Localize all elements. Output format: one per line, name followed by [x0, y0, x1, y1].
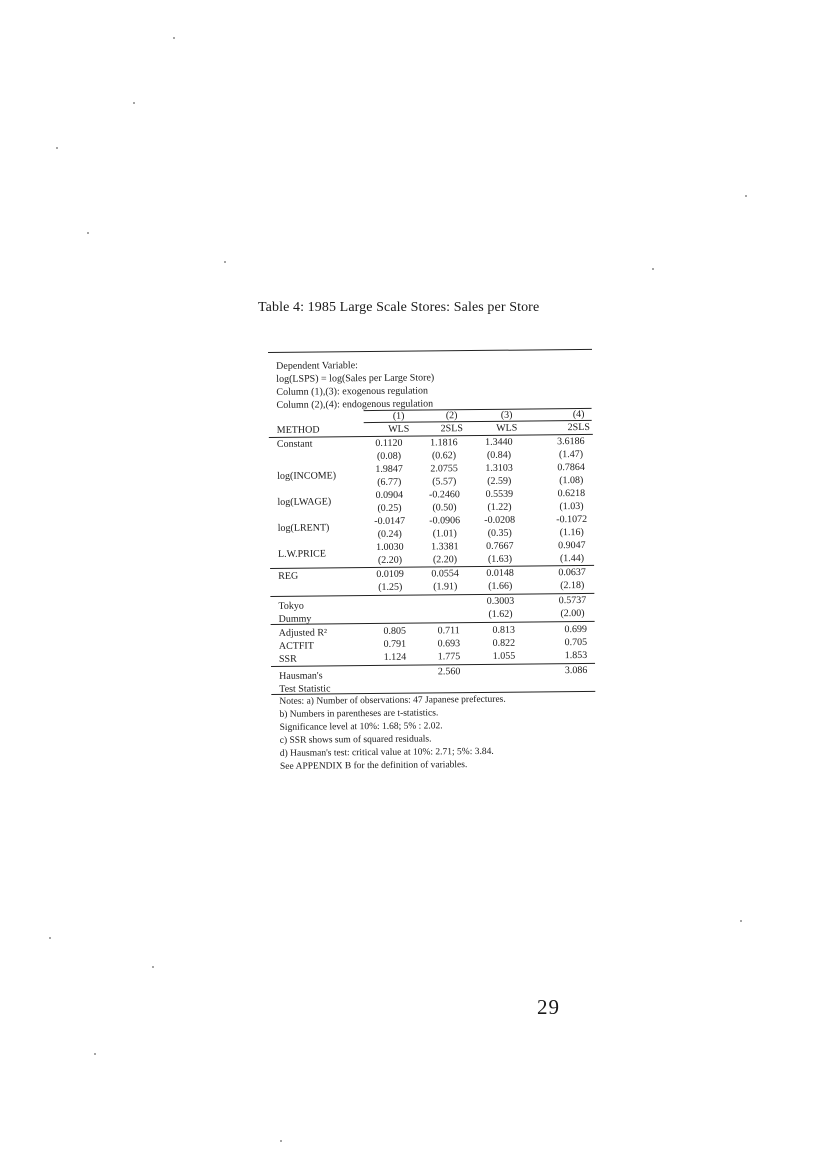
coef-cell: -0.2460 — [428, 489, 460, 501]
tstat-cell: (6.77) — [377, 476, 402, 488]
row-label: Hausman's — [279, 670, 323, 682]
stat-cell: 0.813 — [492, 624, 516, 636]
tstat-cell: (0.62) — [431, 450, 457, 462]
column-number: (3) — [500, 409, 513, 421]
row-label: Constant — [276, 438, 313, 450]
tstat-cell: (0.24) — [377, 528, 402, 540]
dependent-line: Column (1),(3): exogenous regulation — [276, 385, 429, 398]
regression-table — [268, 347, 612, 780]
tstat-cell: (2.20) — [377, 554, 403, 566]
note-line: d) Hausman's test: critical value at 10%: 2.71; 5%: 3.84. — [279, 746, 494, 759]
scan-speck — [740, 920, 742, 922]
coef-cell: 1.3103 — [485, 462, 513, 474]
coef-cell: 0.5539 — [485, 488, 514, 500]
scan-speck — [224, 261, 226, 263]
stat-cell: 0.822 — [492, 637, 516, 649]
scan-speck — [94, 1053, 96, 1055]
coef-cell: 1.1816 — [430, 437, 458, 449]
coef-cell: 0.9047 — [558, 539, 586, 552]
stat-cell: 0.693 — [437, 638, 461, 650]
stat-cell: 0.791 — [383, 638, 407, 650]
coef-cell: 0.6218 — [557, 487, 586, 500]
tstat-cell: (1.22) — [487, 501, 512, 513]
coef-cell: 0.0148 — [486, 567, 514, 579]
tstat-cell: (0.08) — [376, 450, 402, 462]
stat-cell: 0.705 — [564, 636, 588, 649]
tstat-cell: (1.47) — [558, 448, 584, 461]
coef-cell: 2.0755 — [430, 463, 458, 475]
coef-cell: 1.3440 — [485, 436, 513, 448]
tstat-cell: (0.35) — [487, 527, 512, 539]
note-line: See APPENDIX B for the definition of variables. — [279, 760, 468, 772]
stat-label: SSR — [278, 653, 297, 665]
scan-speck — [745, 195, 747, 197]
scan-speck — [49, 937, 51, 939]
tstat-cell: (1.91) — [433, 581, 458, 593]
note-line: c) SSR shows sum of squared residuals. — [279, 734, 432, 746]
coef-cell: 1.9847 — [375, 463, 403, 475]
stat-cell: 1.124 — [383, 651, 407, 663]
row-label: REG — [278, 570, 299, 582]
stat-cell: 0.699 — [564, 623, 587, 636]
scan-speck — [152, 966, 154, 968]
stat-label: ACTFIT — [278, 640, 314, 652]
stat-cell: 0.711 — [437, 625, 460, 637]
table-title: Table 4: 1985 Large Scale Stores: Sales per Store — [258, 300, 540, 315]
tstat-cell: (1.01) — [432, 528, 457, 540]
method-header: 2SLS — [440, 423, 463, 435]
stat-cell: 0.805 — [383, 625, 407, 637]
tstat-cell: (1.44) — [559, 552, 585, 565]
stat-cell: 1.055 — [492, 650, 516, 662]
column-number: (4) — [572, 408, 585, 421]
method-header: 2SLS — [567, 421, 590, 434]
coef-cell: 3.6186 — [557, 435, 585, 448]
coef-cell: 0.3003 — [486, 595, 515, 607]
note-line: Notes: a) Number of observations: 47 Japanese prefectures. — [279, 694, 506, 707]
dependent-line: Column (2),(4): endogenous regulation — [276, 398, 434, 411]
table-top-rule — [268, 349, 592, 353]
method-header: WLS — [496, 422, 518, 434]
stat-cell: 1.775 — [437, 651, 461, 663]
coef-cell: -0.0208 — [484, 514, 516, 526]
row-label: Test Statistic — [279, 683, 331, 695]
coef-cell: 0.5737 — [558, 594, 587, 607]
tstat-cell: (1.16) — [559, 526, 584, 539]
stat-cell: 1.853 — [564, 649, 588, 662]
tstat-cell: (1.66) — [488, 580, 513, 592]
tstat-cell: (1.62) — [488, 608, 513, 620]
coef-cell: 0.0904 — [375, 489, 404, 501]
row-label: L.W.PRICE — [277, 548, 326, 560]
stat-label: Adjusted R² — [278, 627, 328, 639]
coef-cell: 1.3381 — [431, 541, 459, 553]
row-label: log(INCOME) — [277, 470, 337, 482]
coef-cell: 0.7667 — [486, 540, 514, 552]
coef-cell: -0.0906 — [429, 515, 461, 527]
tstat-cell: (0.25) — [377, 502, 402, 514]
tstat-cell: (1.25) — [378, 581, 403, 593]
tstat-cell: (1.63) — [487, 553, 513, 565]
coef-cell: 0.1120 — [375, 437, 403, 449]
page-number: 29 — [537, 995, 560, 1019]
tstat-cell: (0.50) — [432, 502, 457, 514]
coef-cell: 1.0030 — [376, 541, 404, 553]
row-label: log(LRENT) — [277, 522, 330, 534]
tstat-cell: (2.18) — [560, 579, 585, 592]
coef-cell: 0.0554 — [431, 568, 459, 580]
method-header: WLS — [388, 423, 410, 435]
dependent-line: log(LSPS) = log(Sales per Large Store) — [276, 372, 435, 385]
tstat-cell: (1.03) — [559, 500, 584, 513]
scan-speck — [652, 268, 654, 270]
dependent-line: Dependent Variable: — [276, 360, 358, 372]
coef-cell: -0.0147 — [374, 515, 406, 527]
row-label: Dummy — [278, 613, 312, 625]
method-label: METHOD — [276, 424, 320, 436]
coef-cell: 0.0109 — [376, 568, 404, 580]
column-number: (2) — [445, 410, 458, 422]
note-line: Significance level at 10%: 1.68; 5% : 2.02. — [279, 721, 443, 733]
column-number: (1) — [392, 410, 405, 422]
stat-cell: 2.560 — [437, 666, 461, 678]
scan-speck — [173, 37, 175, 39]
tstat-cell: (2.59) — [487, 475, 512, 487]
note-line: b) Numbers in parentheses are t-statistics. — [279, 708, 439, 720]
stat-cell: 3.086 — [564, 664, 588, 677]
tstat-cell: (1.08) — [559, 474, 584, 487]
tstat-cell: (5.57) — [432, 476, 457, 488]
row-label: Tokyo — [278, 600, 304, 612]
coef-cell: -0.1072 — [556, 513, 588, 526]
tstat-cell: (2.20) — [432, 554, 458, 566]
tstat-cell: (2.00) — [560, 607, 585, 620]
coef-cell: 0.7864 — [557, 461, 585, 474]
scan-speck — [87, 232, 89, 234]
scan-speck — [133, 102, 135, 104]
tstat-cell: (0.84) — [486, 449, 512, 461]
row-label: log(LWAGE) — [277, 496, 332, 508]
scan-speck — [280, 1140, 282, 1142]
scan-speck — [56, 147, 58, 149]
coef-cell: 0.0637 — [558, 566, 586, 579]
